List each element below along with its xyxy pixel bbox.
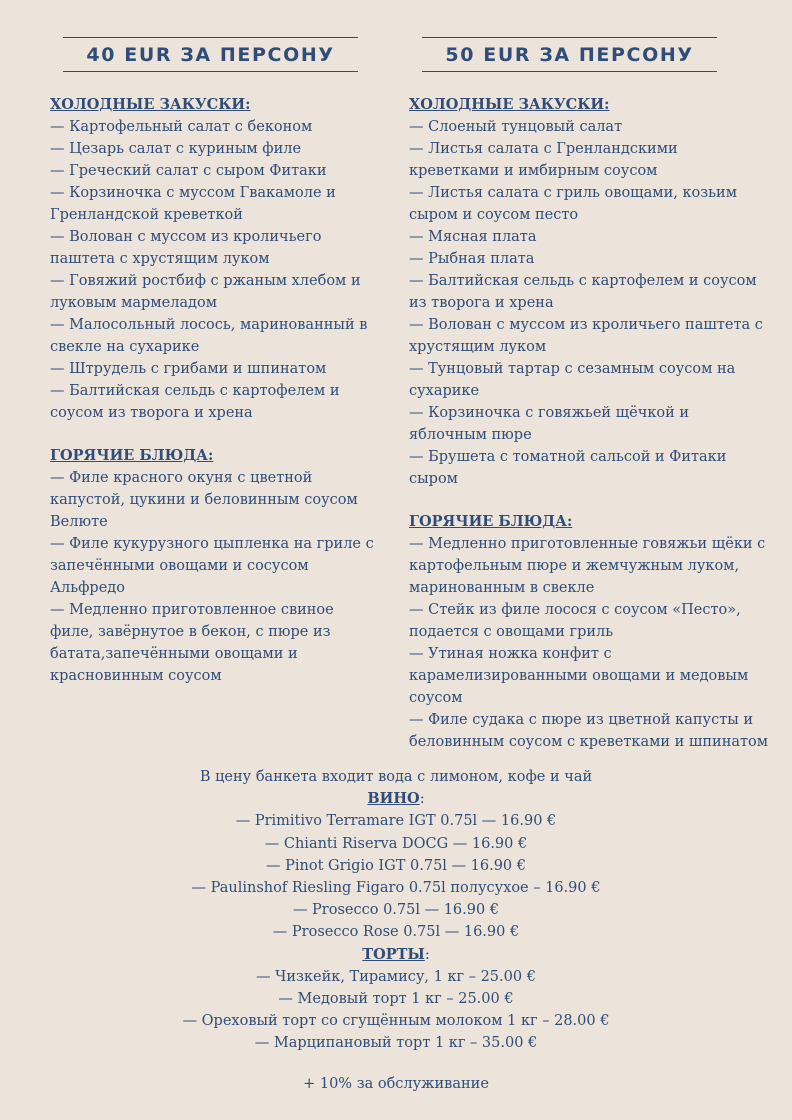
cold-starters-section [50,94,380,424]
included-note: В цену банкета входит вода с лимоном, кофе и чай [199,769,593,785]
wine-item: — Prosecco Rose 0.75l — 16.90 € [272,924,520,941]
section-title: ГОРЯЧИЕ БЛЮДА: [409,513,573,530]
cold-starters-section [409,94,769,490]
menu-item: — Картофельный салат с беконом [50,119,313,135]
menu-item: — Рыбная плата [409,251,535,267]
price-header-40: 40 EUR ЗА ПЕРСОНУ [63,37,358,72]
wine-item: — Paulinshof Riesling Figaro 0.75l полусухое – 16.90 € [191,880,601,897]
menu-item: — Говяжий ростбиф с ржаным хлебом и луковым мармеладом [50,273,361,311]
menu-item: — Балтийская сельдь с картофелем и соусом из творога и хрена [50,383,340,421]
menu-item: — Мясная плата [409,229,537,245]
menu-item: — Балтийская сельдь с картофелем и соусом из творога и хрена [409,273,757,311]
menu-item: — Медленно приготовленные говяжьи щёки с картофельным пюре и жемчужным луком, маринованным в свекле [409,536,766,596]
menu-item: — Медленно приготовленное свиное филе, завёрнутое в бекон, с пюре из батата,запечёнными овощами и красновинным соусом [50,602,334,684]
hot-dishes-section [50,445,380,687]
menu-item: — Брушета с томатной сальсой и Фитаки сыром [409,449,727,487]
wine-item: — Pinot Grigio IGT 0.75l — 16.90 € [266,857,526,874]
price-header-50: 50 EUR ЗА ПЕРСОНУ [422,37,717,72]
menu-item: — Слоеный тунцовый салат [409,119,623,135]
menu-item: — Филе красного окуня с цветной капустой, цукини и беловинным соусом Велюте [50,470,358,530]
banquet-footer [0,766,792,1055]
menu-item: — Волован с муссом из кроличьего паштета с хрустящим луком [50,229,322,267]
menu-item: — Корзиночка с говяжьей щёчкой и яблочным пюре [409,405,690,443]
menu-item: — Филе судака с пюре из цветной капусты и беловинным соусом с креветками и шпинатом [409,712,769,750]
menu-item: — Штрудель с грибами и шпинатом [50,361,327,377]
cake-item: — Марципановый торт 1 кг – 35.00 € [254,1035,538,1052]
section-title: ХОЛОДНЫЕ ЗАКУСКИ: [409,96,610,113]
wine-heading: ВИНО: [367,790,425,808]
service-charge: + 10% за обслуживание [303,1076,489,1092]
cakes-heading: ТОРТЫ: [362,945,430,963]
wine-item: — Chianti Riserva DOCG — 16.90 € [264,835,528,852]
menu-item: — Цезарь салат с куриным филе [50,141,302,157]
cake-item: — Медовый торт 1 кг – 25.00 € [278,991,514,1008]
section-title: ХОЛОДНЫЕ ЗАКУСКИ: [50,96,251,113]
menu-item: — Листья салата с гриль овощами, козьим сыром и соусом песто [409,185,737,223]
menu-item: — Филе кукурузного цыпленка на гриле с запечёнными овощами и сосусом Альфредо [50,536,374,596]
cake-item: — Чизкейк, Тирамису, 1 кг – 25.00 € [256,968,536,985]
wine-item: — Prosecco 0.75l — 16.90 € [292,902,500,919]
menu-item: — Греческий салат с сыром Фитаки [50,163,327,179]
section-title: ГОРЯЧИЕ БЛЮДА: [50,447,214,464]
wine-item: — Primitivo Terramare IGT 0.75l — 16.90 € [235,813,557,830]
menu-item: — Листья салата с Гренландскими креветками и имбирным соусом [409,141,678,179]
menu-item: — Корзиночка с муссом Гвакамоле и Гренландской креветкой [50,185,336,223]
hot-dishes-section [409,511,769,753]
menu-item: — Утиная ножка конфит с карамелизированными овощами и медовым соусом [409,646,749,706]
cakes-title: ТОРТЫ [362,945,425,963]
menu-item: — Тунцовый тартар с сезамным соусом на сухарике [409,361,736,399]
wine-title: ВИНО [367,790,420,808]
cake-item: — Ореховый торт со сгущённым молоком 1 кг – 28.00 € [182,1013,610,1030]
menu-item: — Волован с муссом из кроличьего паштета с хрустящим луком [409,317,763,355]
menu-item: — Стейк из филе лосося с соусом «Песто», подается с овощами гриль [409,602,741,640]
menu-item: — Малосольный лосось, маринованный в свекле на сухарике [50,317,368,355]
